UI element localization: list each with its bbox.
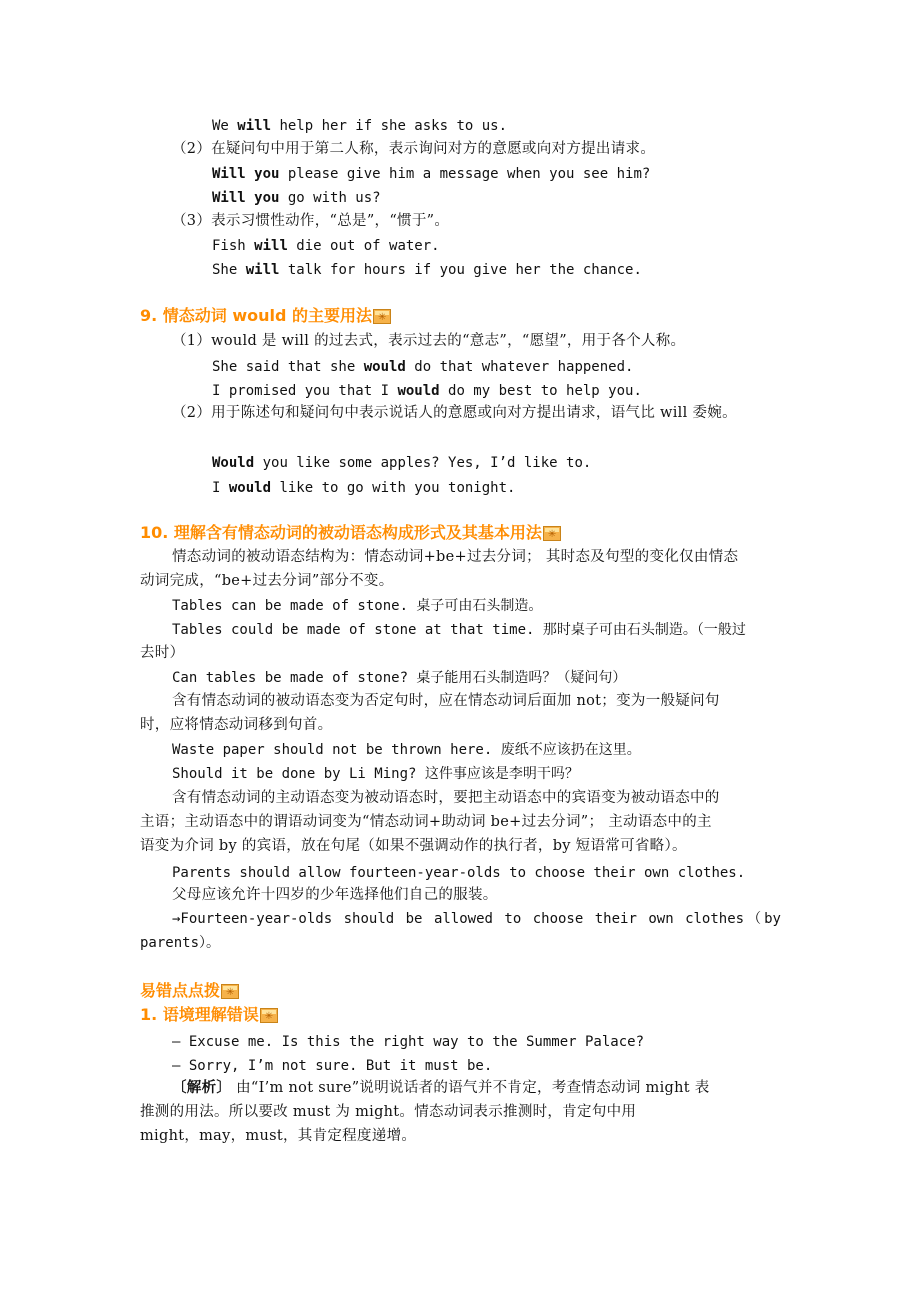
- will-point-3: （3）表示习惯性动作，“总是”，“惯于”。: [172, 213, 450, 229]
- will-point-2: （2）在疑问句中用于第二人称，表示询问对方的意愿或向对方提出请求。: [172, 141, 656, 157]
- would-example-1: She said that she would do that whatever happened.: [212, 359, 634, 375]
- analysis-line-1: 〔解析〕 由“I’m not sure”说明说话者的语气并不肯定，考查情态动词 might 表: [172, 1079, 710, 1096]
- error-points-heading: 易错点点拨 ✳: [140, 980, 239, 1002]
- would-example-4: I would like to go with you tonight.: [212, 480, 516, 496]
- passive-example-3: Can tables be made of stone? 桌子能用石头制造吗？（疑问句）: [172, 670, 627, 686]
- will-example-5: She will talk for hours if you give her the chance.: [212, 262, 642, 278]
- note-flag-icon: [221, 984, 239, 999]
- passive-example-6-translation: 父母应该允许十四岁的少年选择他们自己的服装。: [172, 887, 498, 903]
- would-point-1: （1）would 是 will 的过去式，表示过去的“意志”，“愿望”，用于各个人称。: [172, 333, 686, 349]
- would-point-2: （2）用于陈述句和疑问句中表示说话人的意愿或向对方提出请求，语气比 will 委婉。: [172, 405, 737, 421]
- passive-example-2-line-1: Tables could be made of stone at that time. 那时桌子可由石头制造。（一般过: [172, 622, 746, 638]
- analysis-label: 〔解析〕: [172, 1079, 232, 1096]
- passive-paragraph-2-line-1: 含有情态动词的被动语态变为否定句时，应在情态动词后面加 not；变为一般疑问句: [172, 693, 720, 709]
- passive-paragraph-3-line-3: 语变为介词 by 的宾语，放在句尾（如果不强调动作的执行者，by 短语常可省略）。: [140, 838, 687, 854]
- passive-example-5: Should it be done by Li Ming? 这件事应该是李明干吗？: [172, 766, 579, 782]
- section-9-heading: 9. 情态动词 would 的主要用法 ✳: [140, 305, 391, 327]
- passive-paragraph-1-line-1: 情态动词的被动语态结构为：情态动词+be+过去分词； 其时态及句型的变化仅由情态: [172, 549, 739, 565]
- passive-paragraph-1-line-2: 动词完成，“be+过去分词”部分不变。: [140, 573, 394, 589]
- will-example-1: We will help her if she asks to us.: [212, 118, 508, 134]
- dialogue-line-1: — Excuse me. Is this the right way to the Summer Palace?: [172, 1034, 645, 1050]
- passive-example-4: Waste paper should not be thrown here. 废纸不应该扔在这里。: [172, 742, 641, 758]
- section-10-heading: 10. 理解含有情态动词的被动语态构成形式及其基本用法 ✳: [140, 522, 561, 544]
- error-1-heading: 1. 语境理解错误 ✳: [140, 1004, 278, 1026]
- will-example-2: Will you please give him a message when you see him?: [212, 166, 651, 182]
- note-flag-icon: [260, 1008, 278, 1023]
- will-example-4: Fish will die out of water.: [212, 238, 440, 254]
- analysis-line-2: 推测的用法。所以要改 must 为 might。情态动词表示推测时，肯定句中用: [140, 1104, 637, 1120]
- passive-paragraph-2-line-2: 时，应将情态动词移到句首。: [140, 717, 333, 733]
- passive-example-1: Tables can be made of stone. 桌子可由石头制造。: [172, 598, 543, 614]
- analysis-line-3: might，may，must，其肯定程度递增。: [140, 1128, 417, 1144]
- passive-example-6: Parents should allow fourteen-year-olds to choose their own clothes.: [172, 865, 746, 881]
- passive-example-2-line-2: 去时）: [140, 645, 185, 661]
- passive-paragraph-3-line-2: 主语；主动语态中的谓语动词变为“情态动词+助动词 be+过去分词”； 主动语态中的主: [140, 814, 712, 830]
- passive-example-7-line-2: parents）。: [140, 935, 221, 951]
- note-flag-icon: [543, 526, 561, 541]
- would-example-3: Would you like some apples? Yes, I’d like to.: [212, 455, 592, 471]
- will-example-3: Will you go with us?: [212, 190, 381, 206]
- passive-paragraph-3-line-1: 含有情态动词的主动语态变为被动语态时，要把主动语态中的宾语变为被动语态中的: [172, 790, 720, 806]
- note-flag-icon: [373, 309, 391, 324]
- dialogue-line-2: — Sorry, I’m not sure. But it must be.: [172, 1058, 493, 1074]
- passive-example-7-line-1: →Fourteen-year-olds should be allowed to choose their own clothes（by: [172, 911, 781, 927]
- would-example-2: I promised you that I would do my best to help you.: [212, 383, 642, 399]
